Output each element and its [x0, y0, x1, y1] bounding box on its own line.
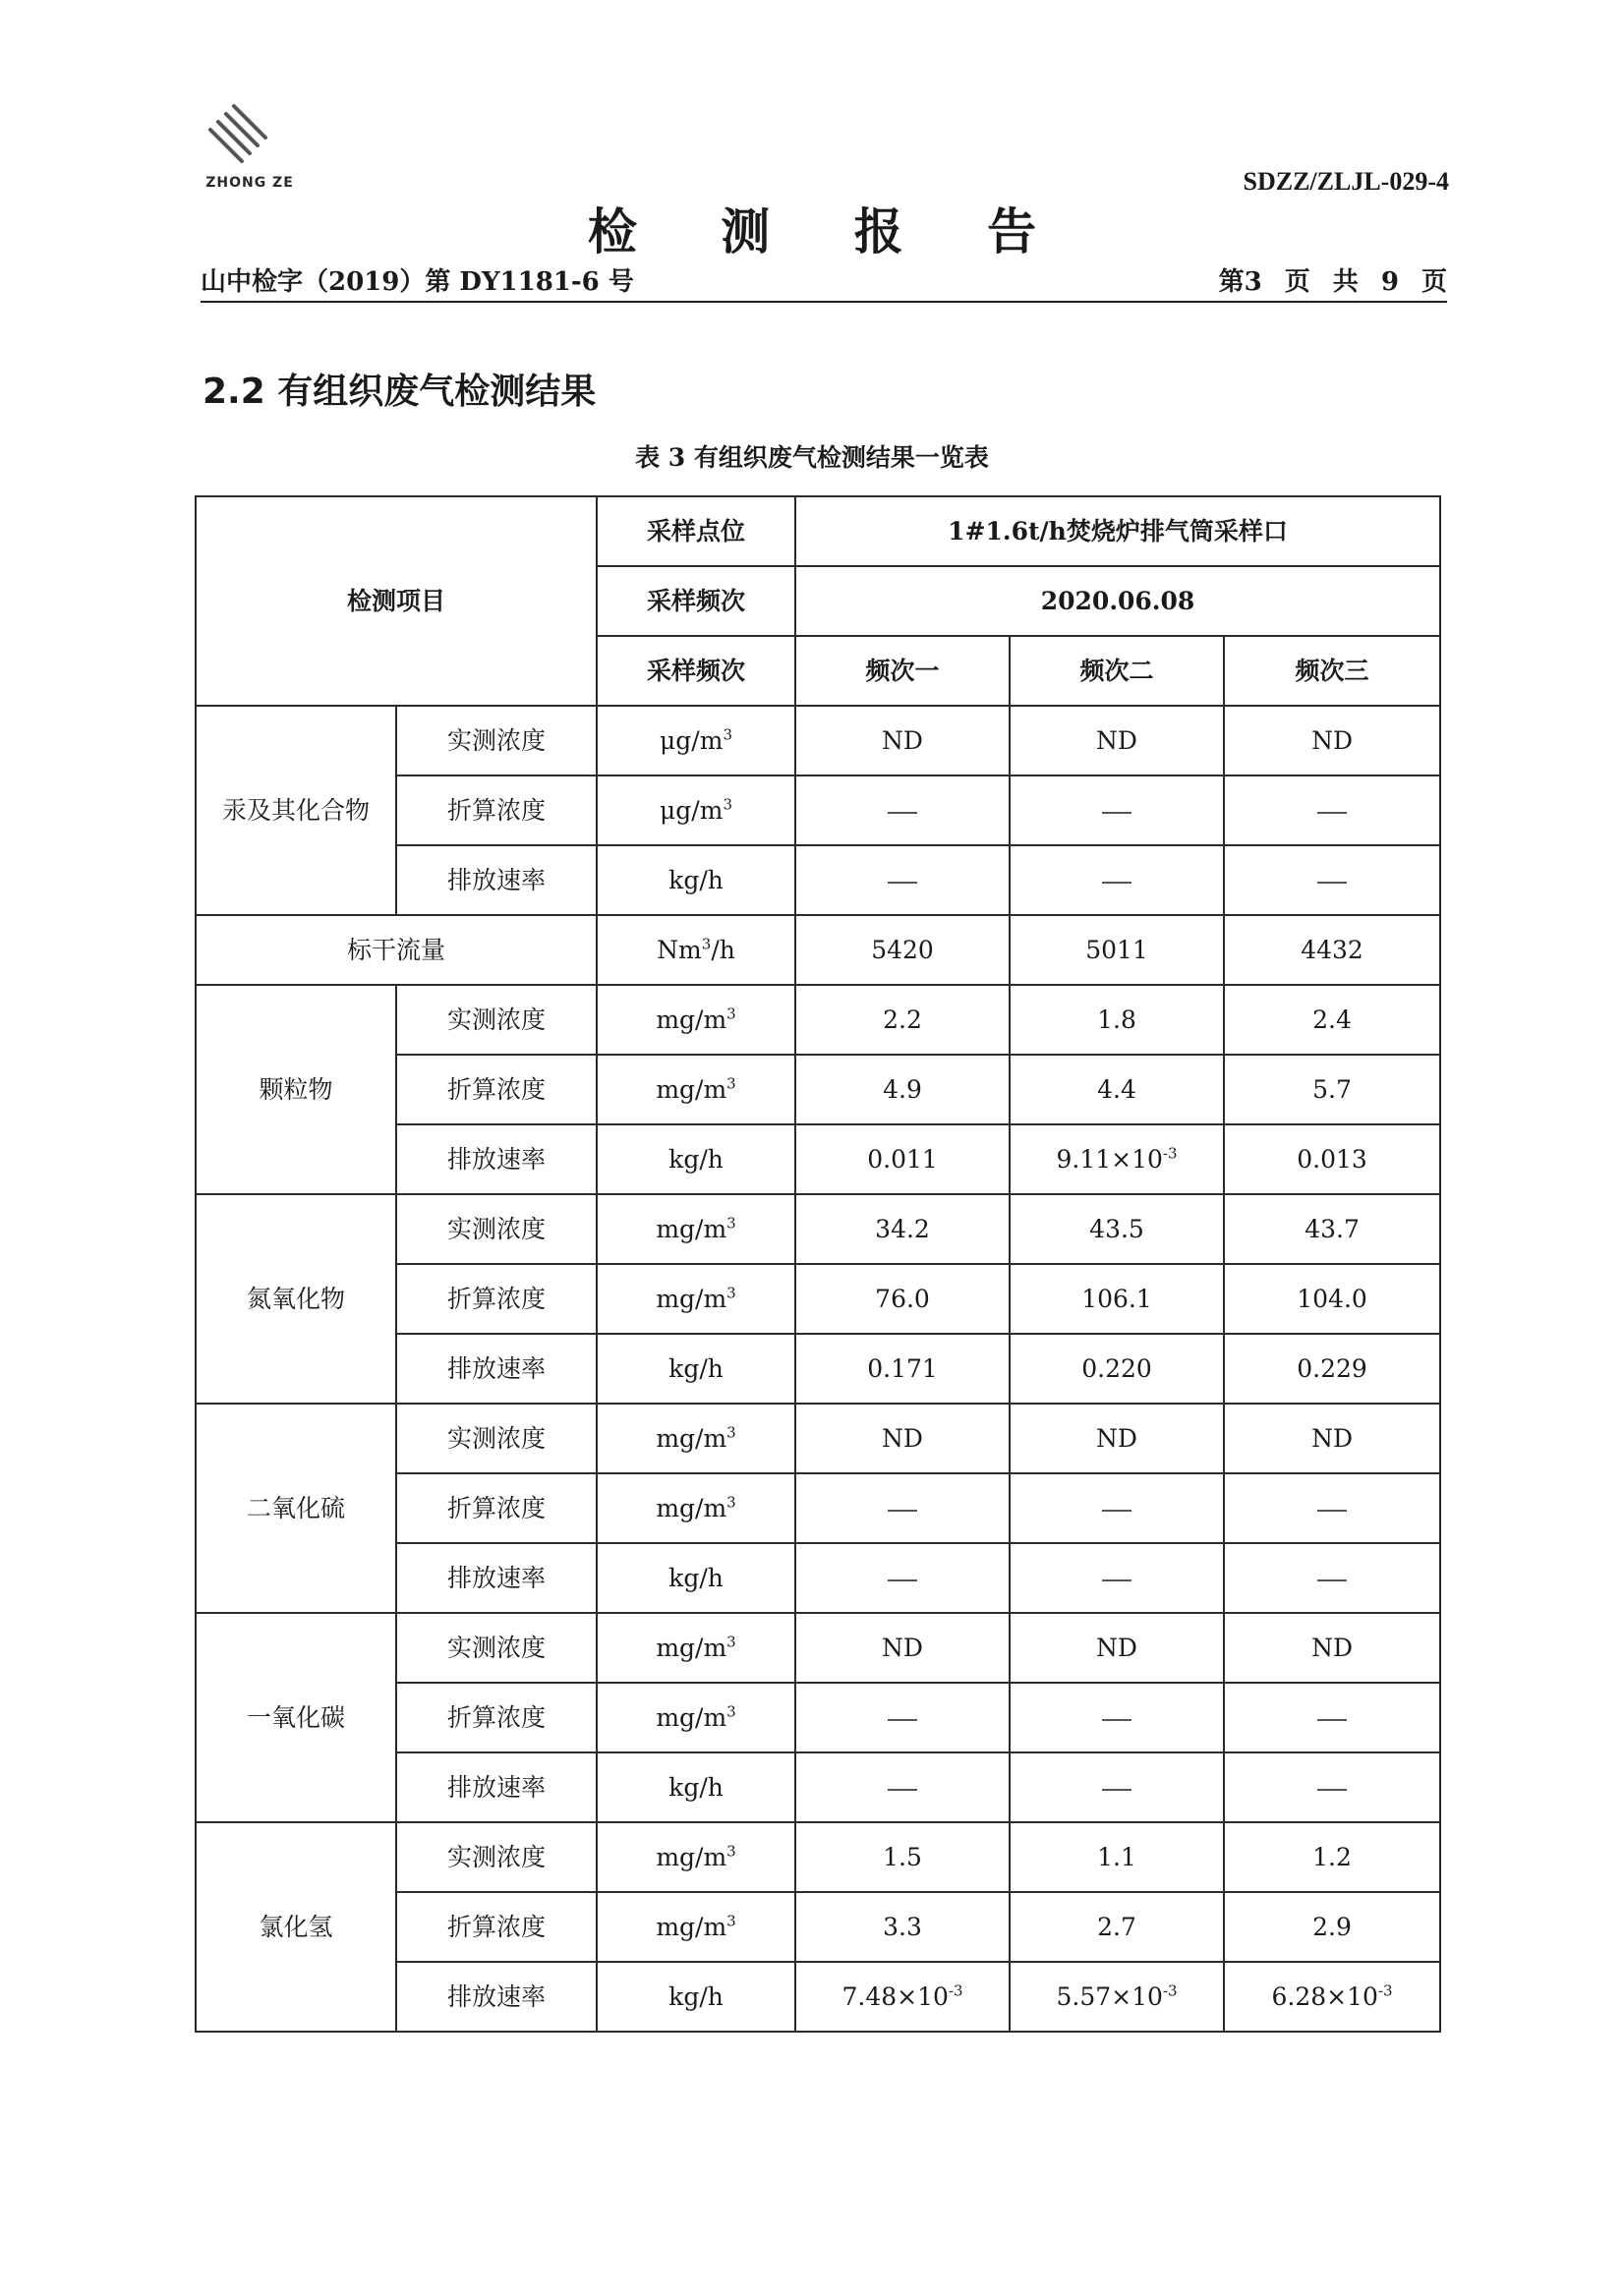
logo-text: ZHONG ZE [205, 175, 294, 191]
report-header-row [201, 261, 1447, 303]
dash-mark [888, 812, 917, 814]
frequency-header: 频次三 [1224, 636, 1440, 706]
value-cell: 1.2 [1224, 1822, 1440, 1892]
table-row [196, 1822, 1440, 1892]
table-row [196, 1613, 1440, 1683]
unit-cell: kg/h [597, 1124, 795, 1194]
page-title: 检 测 报 告 [587, 202, 1071, 260]
value-cell: ND [1224, 1613, 1440, 1683]
table-caption: 表 3 有组织废气检测结果一览表 [635, 443, 989, 472]
value-cell: ND [1224, 1404, 1440, 1473]
dash-mark [1317, 882, 1347, 884]
value-cell [1010, 1683, 1224, 1752]
dash-mark [1102, 1579, 1131, 1581]
dash-mark [1317, 1719, 1347, 1721]
pollutant-name: 一氧化碳 [196, 1613, 396, 1822]
unit-cell: kg/h [597, 1334, 795, 1404]
value-cell: 0.171 [795, 1334, 1010, 1404]
unit-cell: kg/h [597, 1543, 795, 1613]
pollutant-name: 颗粒物 [196, 985, 396, 1194]
value-cell: 76.0 [795, 1264, 1010, 1334]
unit-cell: $mg/m^3$ [597, 1055, 795, 1124]
sampling-date-value: 2020.06.08 [795, 566, 1440, 636]
value-cell: 34.2 [795, 1194, 1010, 1264]
value-cell: 106.1 [1010, 1264, 1224, 1334]
dash-mark [888, 1510, 917, 1512]
value-cell [795, 1473, 1010, 1543]
pollutant-name: 二氧化硫 [196, 1404, 396, 1613]
dash-mark [888, 1579, 917, 1581]
parameter-name: 折算浓度 [396, 1473, 597, 1543]
value-cell: ND [795, 1404, 1010, 1473]
dash-mark [888, 1789, 917, 1791]
logo-mark-icon [206, 104, 277, 173]
value-cell: $7.48\times 10^{-3}$ [795, 1962, 1010, 2032]
value-cell: 0.013 [1224, 1124, 1440, 1194]
table-row [196, 915, 1440, 985]
value-cell: 4.4 [1010, 1055, 1224, 1124]
sampling-point-value: 1#1.6t/h焚烧炉排气筒采样口 [795, 496, 1440, 566]
value-cell: 5.7 [1224, 1055, 1440, 1124]
value-cell [795, 1752, 1010, 1822]
dash-mark [888, 1719, 917, 1721]
value-cell: $5.57\times 10^{-3}$ [1010, 1962, 1224, 2032]
unit-cell: $\mu g/m^3$ [597, 706, 795, 775]
results-table [195, 495, 1441, 2033]
value-cell [1224, 845, 1440, 915]
unit-cell: $mg/m^3$ [597, 1683, 795, 1752]
unit-cell: $mg/m^3$ [597, 1473, 795, 1543]
value-cell: 4.9 [795, 1055, 1010, 1124]
dash-mark [1102, 1510, 1131, 1512]
unit-cell: kg/h [597, 1752, 795, 1822]
value-cell: 2.2 [795, 985, 1010, 1055]
value-cell [795, 1683, 1010, 1752]
value-cell: 1.8 [1010, 985, 1224, 1055]
table-row [196, 1404, 1440, 1473]
value-cell [1224, 1473, 1440, 1543]
value-cell: 1.5 [795, 1822, 1010, 1892]
sampling-point-label: 采样点位 [597, 496, 795, 566]
dash-mark [1102, 1789, 1131, 1791]
value-cell: 1.1 [1010, 1822, 1224, 1892]
frequency-header: 频次一 [795, 636, 1010, 706]
parameter-name: 排放速率 [396, 845, 597, 915]
value-cell: 4432 [1224, 915, 1440, 985]
dash-mark [888, 882, 917, 884]
value-cell: 3.3 [795, 1892, 1010, 1962]
value-cell: 0.220 [1010, 1334, 1224, 1404]
pollutant-name: 汞及其化合物 [196, 706, 396, 915]
table-row [196, 706, 1440, 775]
table-row [196, 496, 1440, 566]
parameter-name: 排放速率 [396, 1962, 597, 2032]
dash-mark [1102, 1719, 1131, 1721]
value-cell [1224, 1752, 1440, 1822]
value-cell: ND [1010, 706, 1224, 775]
unit-cell: $mg/m^3$ [597, 1892, 795, 1962]
value-cell: 104.0 [1224, 1264, 1440, 1334]
sampling-date-label: 采样频次 [597, 566, 795, 636]
unit-cell: $\mu g/m^3$ [597, 775, 795, 845]
value-cell: ND [1010, 1613, 1224, 1683]
value-cell: ND [795, 706, 1010, 775]
parameter-name: 折算浓度 [396, 1055, 597, 1124]
value-cell [1010, 1543, 1224, 1613]
value-cell: 2.4 [1224, 985, 1440, 1055]
parameter-name: 折算浓度 [396, 1892, 597, 1962]
table-row [196, 1194, 1440, 1264]
parameter-name: 排放速率 [396, 1752, 597, 1822]
value-cell: ND [795, 1613, 1010, 1683]
parameter-name: 实测浓度 [396, 1404, 597, 1473]
report-number: 山中检字（2019）第 DY1181-6 号 [201, 267, 634, 297]
unit-cell: $mg/m^3$ [597, 1264, 795, 1334]
dash-mark [1317, 812, 1347, 814]
page-info: 第3 页 共 9 页 [1218, 267, 1447, 297]
unit-cell: $mg/m^3$ [597, 985, 795, 1055]
dash-mark [1317, 1789, 1347, 1791]
parameter-name: 排放速率 [396, 1543, 597, 1613]
value-cell [1224, 1543, 1440, 1613]
dash-mark [1102, 882, 1131, 884]
value-cell: 43.5 [1010, 1194, 1224, 1264]
dash-mark [1317, 1579, 1347, 1581]
parameter-name: 实测浓度 [396, 706, 597, 775]
unit-cell: $mg/m^3$ [597, 1613, 795, 1683]
unit-cell: $mg/m^3$ [597, 1194, 795, 1264]
value-cell: 2.7 [1010, 1892, 1224, 1962]
value-cell [1010, 775, 1224, 845]
document-number: SDZZ/ZLJL-029-4 [1243, 167, 1449, 196]
unit-cell: kg/h [597, 1962, 795, 2032]
pollutant-name: 氮氧化物 [196, 1194, 396, 1404]
value-cell [795, 845, 1010, 915]
parameter-name: 实测浓度 [396, 1194, 597, 1264]
value-cell: 5420 [795, 915, 1010, 985]
table-row [196, 985, 1440, 1055]
pollutant-name: 氯化氢 [196, 1822, 396, 2032]
unit-cell: $mg/m^3$ [597, 1822, 795, 1892]
value-cell: ND [1224, 706, 1440, 775]
value-cell: 0.229 [1224, 1334, 1440, 1404]
frequency-label: 采样频次 [597, 636, 795, 706]
parameter-name: 折算浓度 [396, 1264, 597, 1334]
value-cell [1224, 775, 1440, 845]
value-cell [795, 1543, 1010, 1613]
parameter-name: 实测浓度 [396, 1613, 597, 1683]
parameter-name: 实测浓度 [396, 1822, 597, 1892]
dash-mark [1102, 812, 1131, 814]
parameter-name: 折算浓度 [396, 1683, 597, 1752]
unit-cell: Nm$^3$/h [597, 915, 795, 985]
value-cell: $9.11\times 10^{-3}$ [1010, 1124, 1224, 1194]
value-cell: 43.7 [1224, 1194, 1440, 1264]
value-cell [795, 775, 1010, 845]
value-cell [1010, 845, 1224, 915]
parameter-name: 排放速率 [396, 1124, 597, 1194]
unit-cell: kg/h [597, 845, 795, 915]
dash-mark [1317, 1510, 1347, 1512]
value-cell: 0.011 [795, 1124, 1010, 1194]
value-cell: 5011 [1010, 915, 1224, 985]
value-cell: 2.9 [1224, 1892, 1440, 1962]
parameter-name: 实测浓度 [396, 985, 597, 1055]
value-cell: ND [1010, 1404, 1224, 1473]
parameter-name: 折算浓度 [396, 775, 597, 845]
value-cell [1010, 1752, 1224, 1822]
value-cell: $6.28\times 10^{-3}$ [1224, 1962, 1440, 2032]
item-header-cell: 检测项目 [196, 496, 597, 706]
value-cell [1010, 1473, 1224, 1543]
value-cell [1224, 1683, 1440, 1752]
section-title: 2.2 有组织废气检测结果 [203, 372, 597, 412]
parameter-name: 排放速率 [396, 1334, 597, 1404]
flow-label: 标干流量 [196, 915, 597, 985]
unit-cell: $mg/m^3$ [597, 1404, 795, 1473]
frequency-header: 频次二 [1010, 636, 1224, 706]
